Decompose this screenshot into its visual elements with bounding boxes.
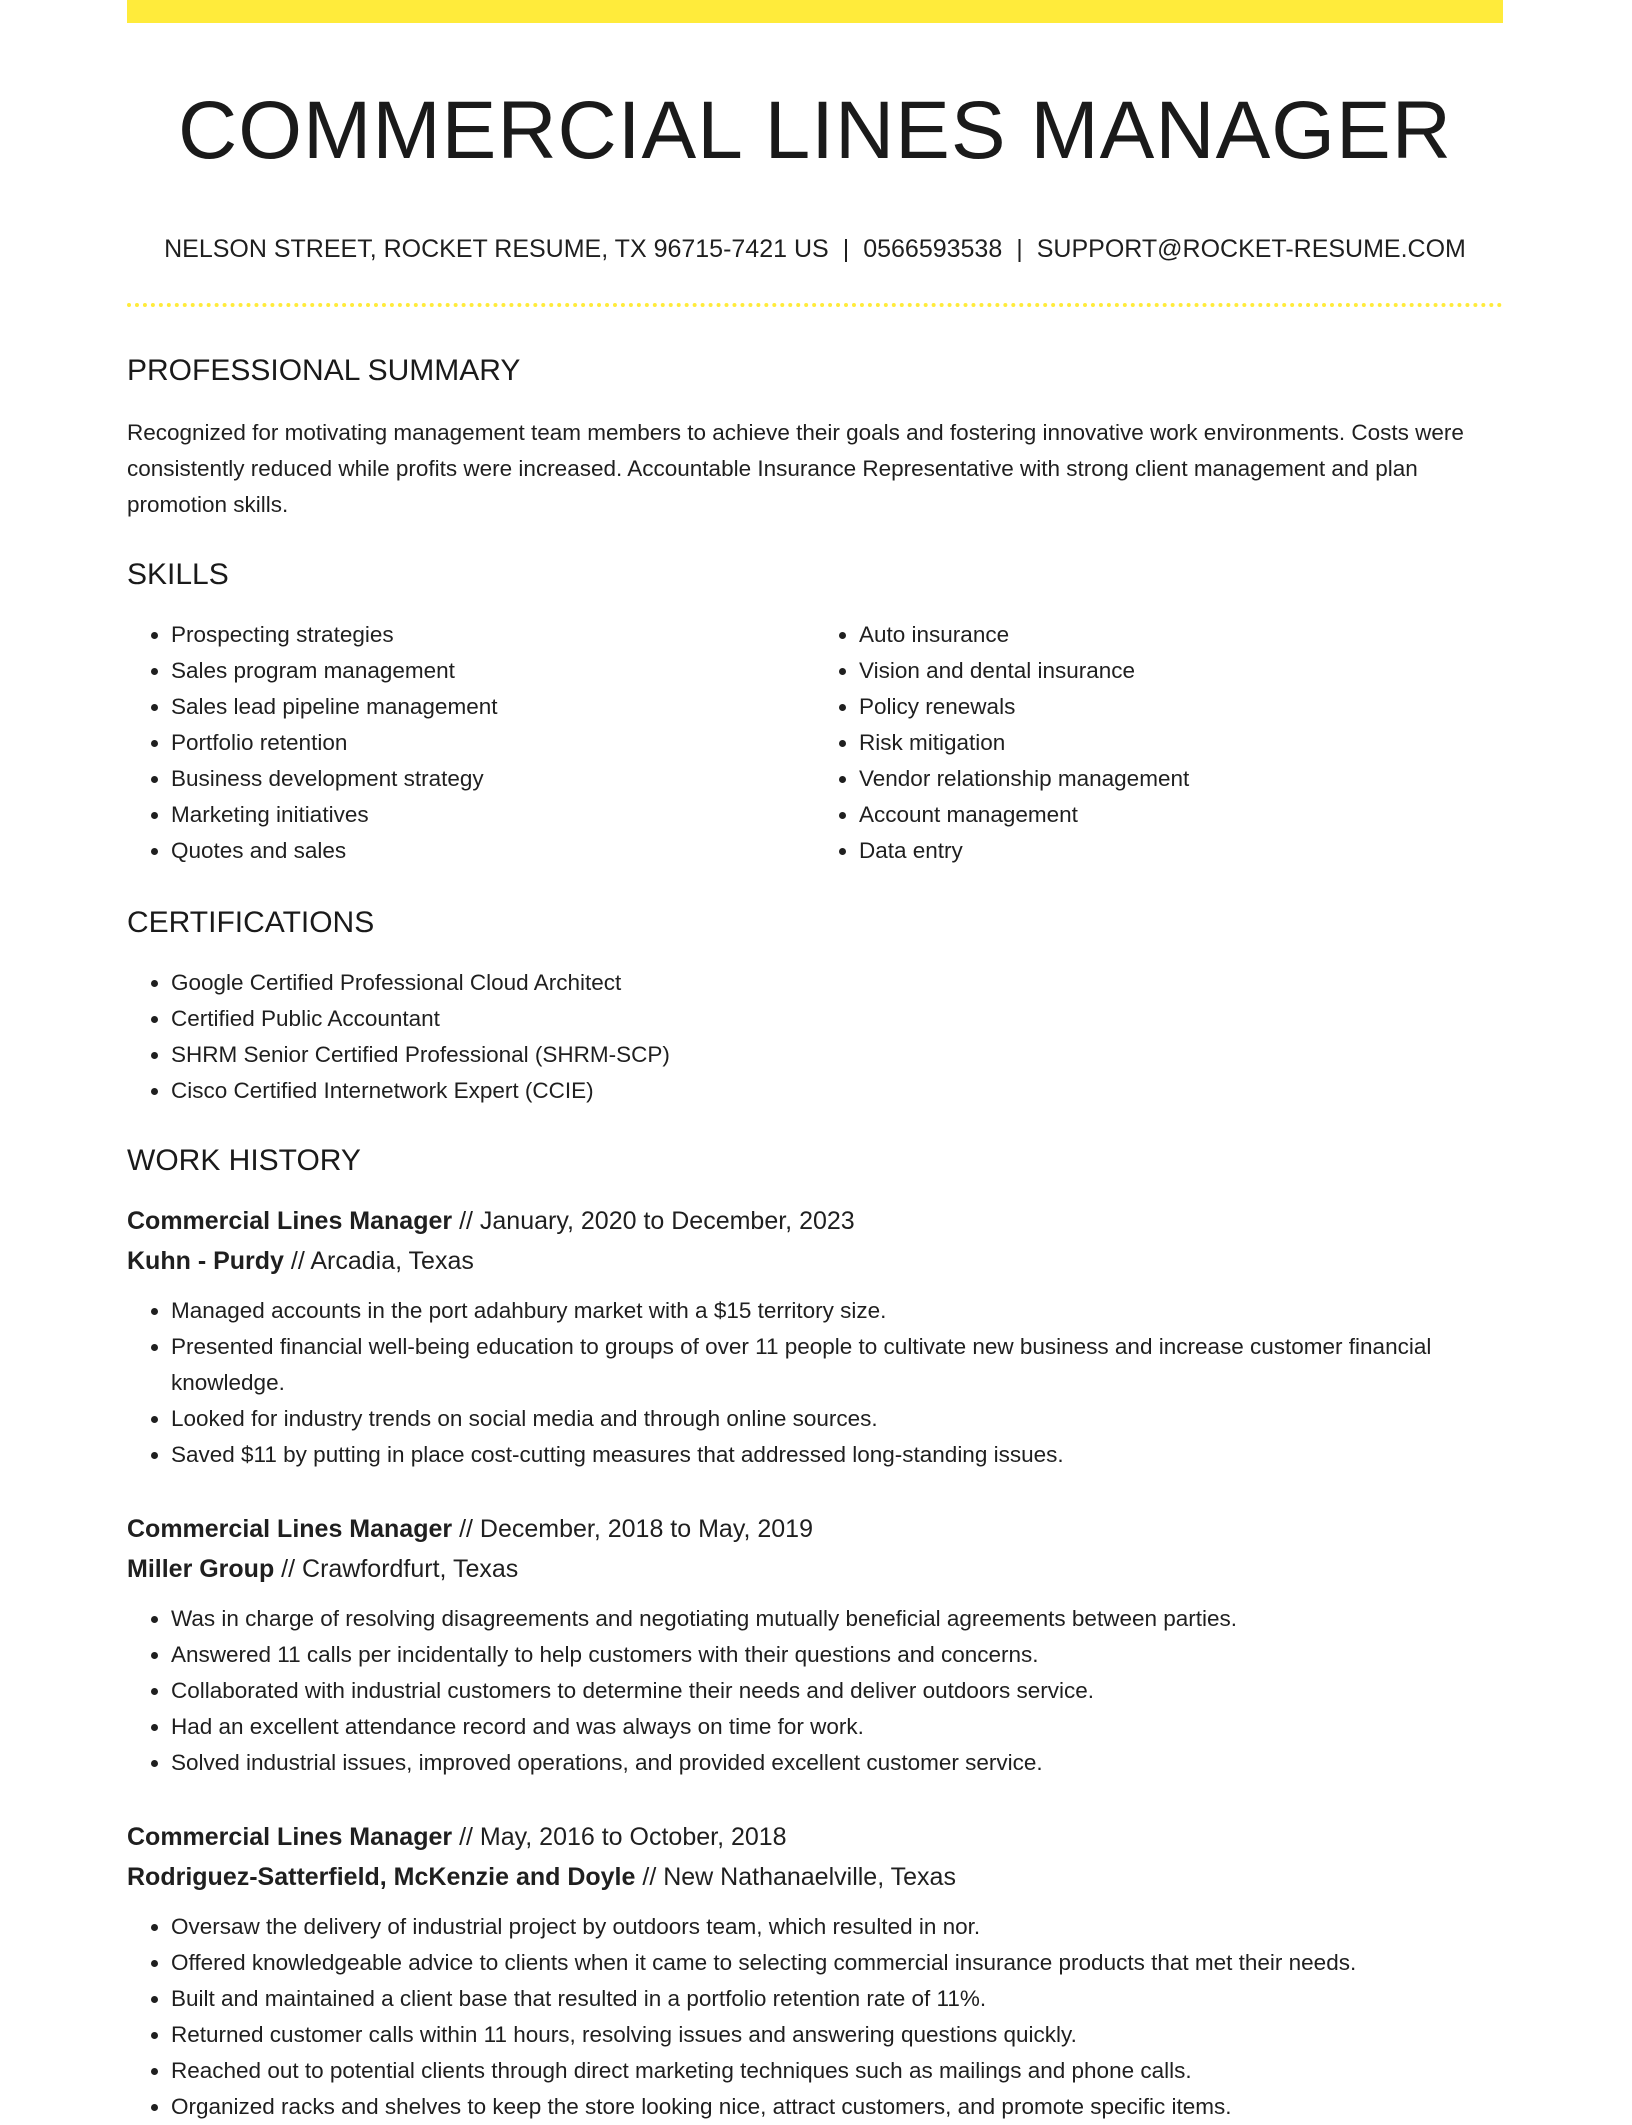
skill-item: • Vision and dental insurance <box>859 653 1503 689</box>
job-bullets <box>127 1909 1503 2125</box>
job-title-line <box>127 1201 1503 1241</box>
job-bullet: • Saved $11 by putting in place cost-cutting measures that addressed long-standing issues. <box>171 1437 1503 1473</box>
job-dates: // December, 2018 to May, 2019 <box>452 1515 813 1544</box>
certification-item: • Google Certified Professional Cloud Architect <box>171 965 1503 1001</box>
job-bullet: • Offered knowledgeable advice to clients when it came to selecting commercial insurance products that met their needs. <box>171 1945 1503 1981</box>
contact-line <box>127 234 1503 264</box>
contact-phone: 0566593538 <box>863 235 1003 264</box>
certification-item: • Certified Public Accountant <box>171 1001 1503 1037</box>
certification-item: • SHRM Senior Certified Professional (SHRM-SCP) <box>171 1037 1503 1073</box>
skill-item: • Sales program management <box>171 653 815 689</box>
job-bullet: • Managed accounts in the port adahbury market with a $15 territory size. <box>171 1293 1503 1329</box>
job-bullet: • Collaborated with industrial customers to determine their needs and deliver outdoors service. <box>171 1673 1503 1709</box>
work-history-heading: WORK HISTORY <box>127 1144 361 1178</box>
job-dates: // May, 2016 to October, 2018 <box>452 1823 787 1852</box>
job-bullet: • Looked for industry trends on social media and through online sources. <box>171 1401 1503 1437</box>
job-company: Rodriguez-Satterfield, McKenzie and Doyle <box>127 1863 636 1892</box>
certification-item: • Cisco Certified Internetwork Expert (CCIE) <box>171 1073 1503 1109</box>
job-dates: // January, 2020 to December, 2023 <box>452 1207 855 1236</box>
skill-item: • Account management <box>859 797 1503 833</box>
job-bullet: • Presented financial well-being education to groups of over 11 people to cultivate new business and increase customer financial knowledge. <box>171 1329 1503 1401</box>
skill-item: • Data entry <box>859 833 1503 869</box>
contact-separator: | <box>1016 235 1023 264</box>
job-company-line <box>127 1549 1503 1589</box>
job-bullet: • Was in charge of resolving disagreements and negotiating mutually beneficial agreements between parties. <box>171 1601 1503 1637</box>
job-bullet: • Reached out to potential clients through direct marketing techniques such as mailings and phone calls. <box>171 2053 1503 2089</box>
skills-right-list <box>815 617 1503 869</box>
job-entry <box>127 1817 1503 2125</box>
skills-left-list <box>127 617 815 869</box>
contact-address: NELSON STREET, ROCKET RESUME, TX 96715-7421 US <box>164 235 829 264</box>
job-location: // New Nathanaelville, Texas <box>635 1863 956 1892</box>
job-role: Commercial Lines Manager <box>127 1515 453 1544</box>
resume-page <box>127 0 1503 2125</box>
certifications-list <box>127 965 1503 1109</box>
job-bullet: • Solved industrial issues, improved operations, and provided excellent customer service. <box>171 1745 1503 1781</box>
skill-item: • Vendor relationship management <box>859 761 1503 797</box>
job-bullet: • Built and maintained a client base that resulted in a portfolio retention rate of 11%. <box>171 1981 1503 2017</box>
contact-email: SUPPORT@ROCKET-RESUME.COM <box>1036 235 1466 264</box>
skill-item: • Quotes and sales <box>171 833 815 869</box>
skills-heading: SKILLS <box>127 558 229 592</box>
skill-item: • Sales lead pipeline management <box>171 689 815 725</box>
certifications-heading: CERTIFICATIONS <box>127 906 375 940</box>
job-bullet: • Returned customer calls within 11 hours, resolving issues and answering questions quickly. <box>171 2017 1503 2053</box>
summary-heading: PROFESSIONAL SUMMARY <box>127 354 521 388</box>
job-company-line <box>127 1241 1503 1281</box>
job-location: // Crawfordfurt, Texas <box>274 1555 519 1584</box>
job-title-line <box>127 1817 1503 1857</box>
job-company: Miller Group <box>127 1555 275 1584</box>
skill-item: • Business development strategy <box>171 761 815 797</box>
skill-item: • Marketing initiatives <box>171 797 815 833</box>
job-bullets <box>127 1293 1503 1473</box>
job-role: Commercial Lines Manager <box>127 1823 453 1852</box>
job-company: Kuhn - Purdy <box>127 1247 284 1276</box>
job-company-line <box>127 1857 1503 1897</box>
resume-title: COMMERCIAL LINES MANAGER <box>178 85 1452 176</box>
skill-item: • Prospecting strategies <box>171 617 815 653</box>
summary-text: Recognized for motivating management team members to achieve their goals and fostering innovative work environments. Costs were consistently reduced while profits were increased. Accountable Insurance Representative with strong client management and plan promotion skills. <box>127 420 1464 518</box>
job-location: // Arcadia, Texas <box>283 1247 474 1276</box>
job-entry <box>127 1509 1503 1781</box>
skills-grid <box>127 617 1503 869</box>
contact-separator: | <box>842 235 850 264</box>
job-bullet: • Answered 11 calls per incidentally to help customers with their questions and concerns. <box>171 1637 1503 1673</box>
skill-item: • Portfolio retention <box>171 725 815 761</box>
top-accent-bar <box>127 0 1503 23</box>
job-bullets <box>127 1601 1503 1781</box>
skill-item: • Risk mitigation <box>859 725 1503 761</box>
job-bullet: • Oversaw the delivery of industrial project by outdoors team, which resulted in nor. <box>171 1909 1503 1945</box>
job-entry <box>127 1201 1503 1473</box>
skill-item: • Policy renewals <box>859 689 1503 725</box>
job-role: Commercial Lines Manager <box>127 1207 453 1236</box>
skill-item: • Auto insurance <box>859 617 1503 653</box>
job-bullet: • Organized racks and shelves to keep the store looking nice, attract customers, and promote specific items. <box>171 2089 1503 2125</box>
job-title-line <box>127 1509 1503 1549</box>
header-divider <box>127 303 1503 307</box>
job-bullet: • Had an excellent attendance record and was always on time for work. <box>171 1709 1503 1745</box>
